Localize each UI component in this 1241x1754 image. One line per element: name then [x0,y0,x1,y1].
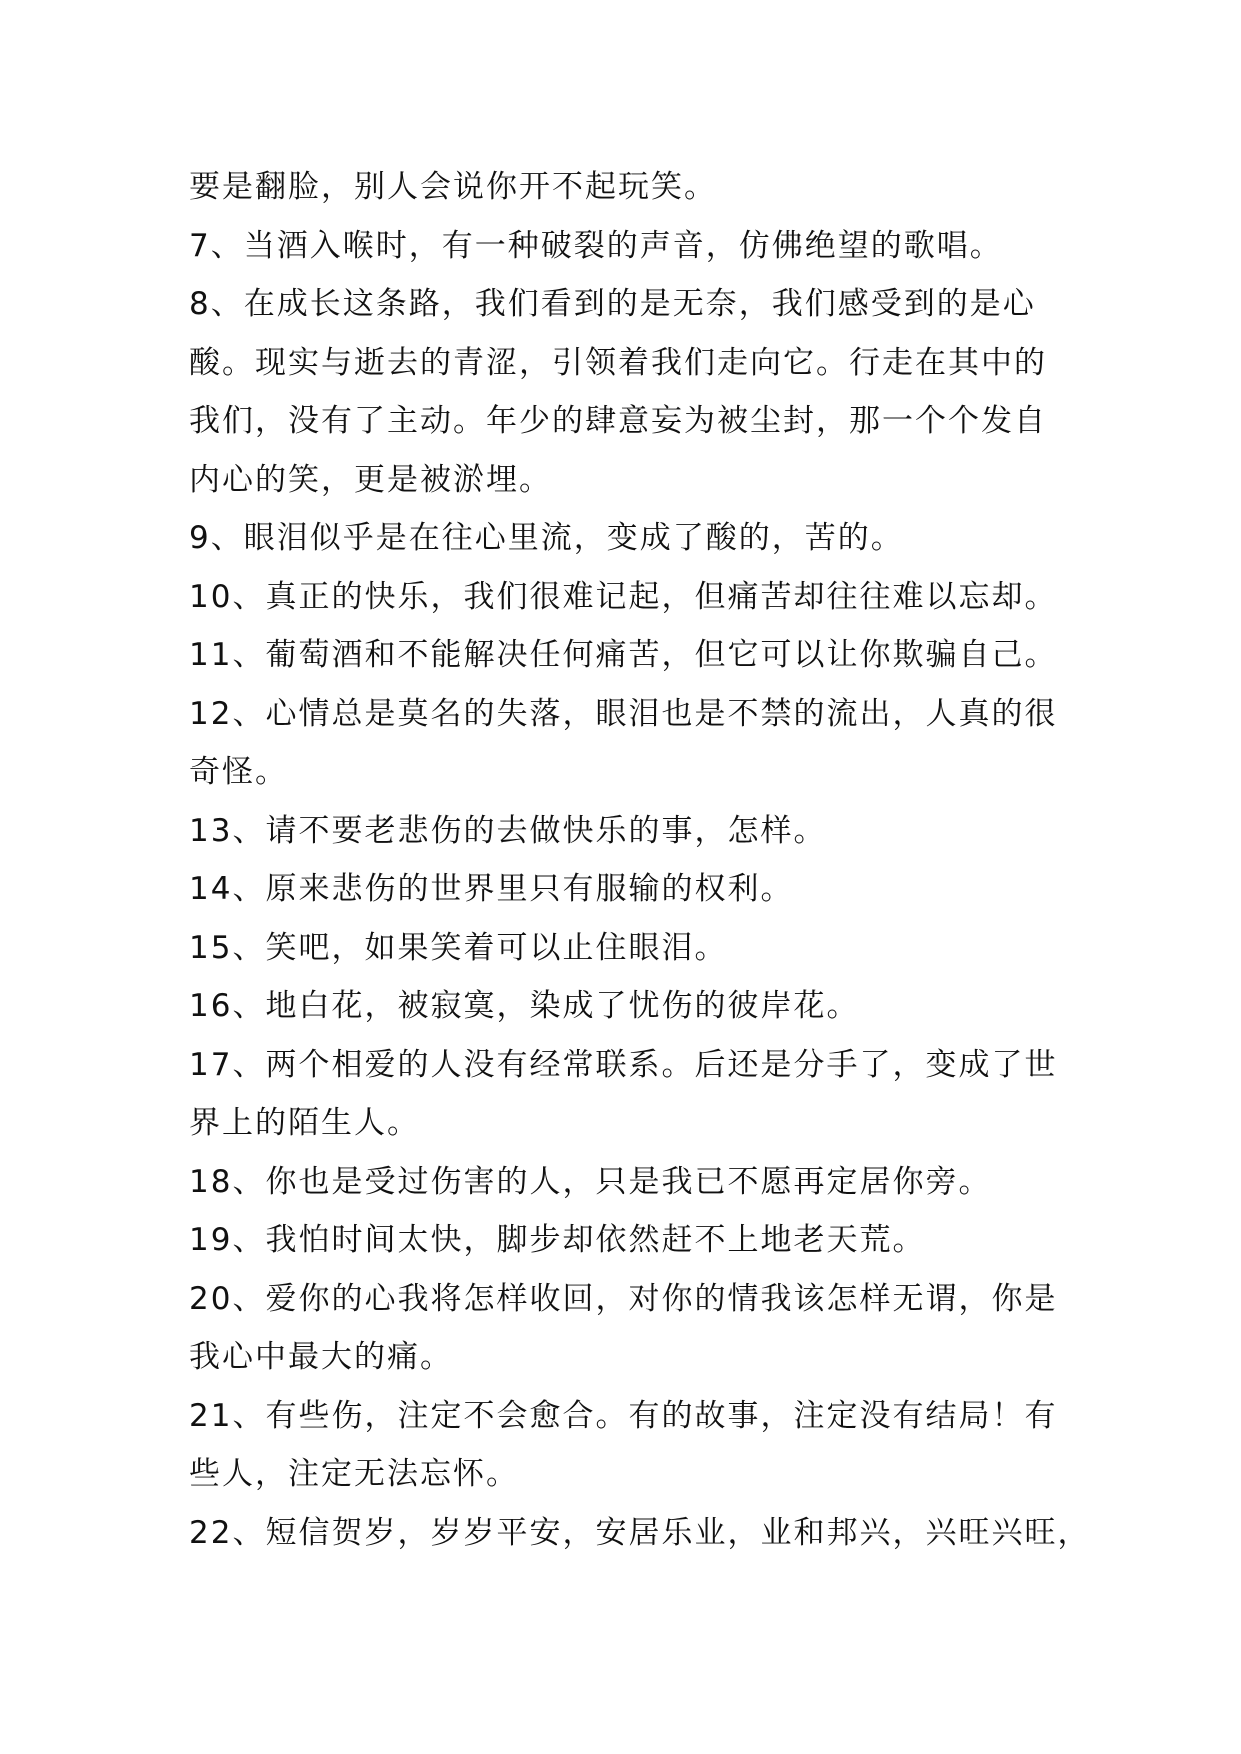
text-line: 界上的陌生人。 [189,1105,420,1141]
text-line: 奇怪。 [189,754,288,790]
text-line: 内心的笑，更是被淤埋。 [189,461,552,498]
text-line: 7、当酒入喉时，有一种破裂的声音，仿佛绝望的歌唱。 [189,227,1003,264]
text-line: 些人，注定无法忘怀。 [189,1456,519,1492]
text-line: 12、心情总是莫名的失落，眼泪也是不禁的流出，人真的很 [189,695,1058,732]
text-line: 我心中最大的痛。 [189,1339,453,1375]
text-line: 14、原来悲伤的世界里只有服输的权利。 [189,871,794,907]
text-line: 9、眼泪似乎是在往心里流，变成了酸的，苦的。 [189,520,904,556]
text-line: 酸。现实与逝去的青涩，引领着我们走向它。行走在其中的 [189,344,1047,381]
text-line: 13、请不要老悲伤的去做快乐的事，怎样。 [189,812,827,849]
text-line: 15、笑吧，如果笑着可以止住眼泪。 [189,929,728,966]
document-body [189,158,1089,1562]
text-line: 16、地白花，被寂寞，染成了忧伤的彼岸花。 [189,988,860,1024]
text-line: 17、两个相爱的人没有经常联系。后还是分手了，变成了世 [189,1046,1058,1083]
text-line: 22、短信贺岁，岁岁平安，安居乐业，业和邦兴，兴旺兴旺， [189,1514,1091,1551]
text-line: 8、在成长这条路，我们看到的是无奈，我们感受到的是心 [189,286,1036,322]
text-line: 11、葡萄酒和不能解决任何痛苦，但它可以让你欺骗自己。 [189,637,1058,673]
text-line: 19、我怕时间太快，脚步却依然赶不上地老天荒。 [189,1222,926,1258]
text-line: 18、你也是受过伤害的人，只是我已不愿再定居你旁。 [189,1163,992,1200]
text-line: 要是翻脸，别人会说你开不起玩笑。 [189,169,717,205]
text-line: 10、真正的快乐，我们很难记起，但痛苦却往往难以忘却。 [189,578,1058,615]
text-line: 我们，没有了主动。年少的肆意妄为被尘封，那一个个发自 [189,403,1047,439]
text-line: 21、有些伤，注定不会愈合。有的故事，注定没有结局！有 [189,1397,1058,1434]
text-line: 20、爱你的心我将怎样收回，对你的情我该怎样无谓，你是 [189,1280,1058,1317]
